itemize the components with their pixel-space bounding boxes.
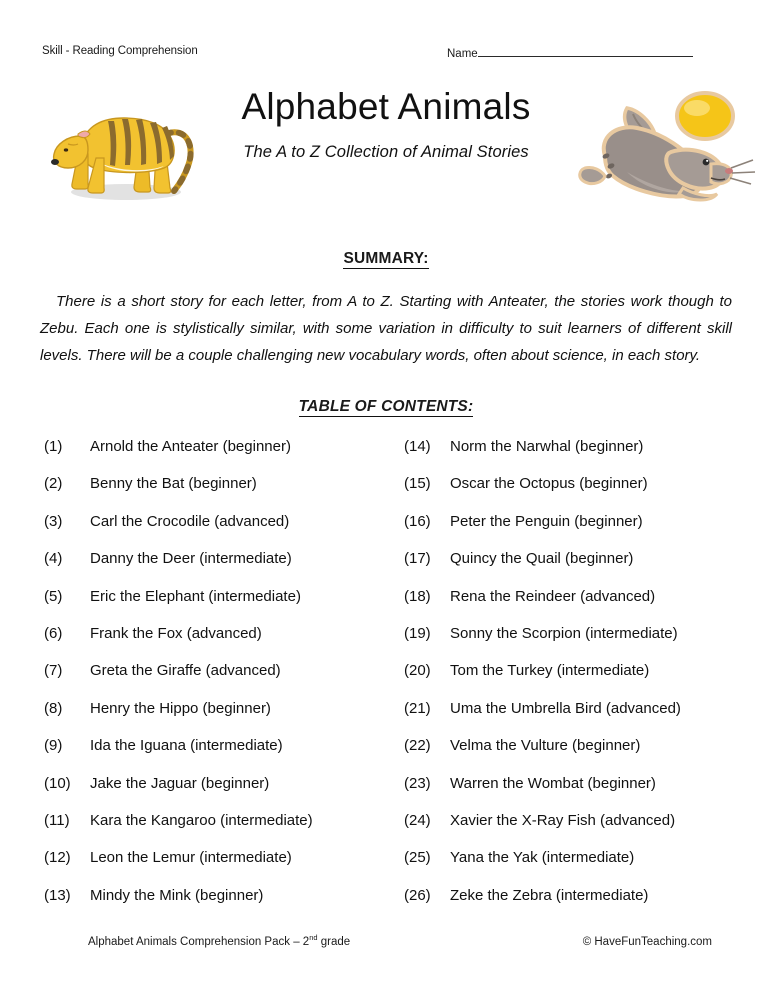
toc-entry-title: Benny the Bat (beginner) (90, 475, 257, 493)
toc-entry-number: (24) (404, 811, 431, 829)
toc-entry-title: Danny the Deer (intermediate) (90, 550, 292, 568)
toc-entry (44, 887, 394, 924)
toc-entry-number: (25) (404, 849, 431, 867)
toc-entry (44, 475, 394, 512)
toc-entry (404, 625, 754, 662)
summary-heading-text: SUMMARY: (343, 250, 429, 267)
toc-entry-title: Xavier the X-Ray Fish (advanced) (450, 811, 676, 829)
toc-entry-number: (15) (404, 475, 431, 493)
toc-entry-number: (13) (44, 886, 71, 904)
toc-entry-number: (6) (44, 624, 63, 642)
title-block (186, 86, 586, 162)
toc-entry-title: Tom the Turkey (intermediate) (450, 662, 650, 680)
footer-left-text (88, 933, 351, 948)
toc-entry-title: Jake the Jaguar (beginner) (90, 774, 270, 792)
name-label: Name (447, 48, 478, 60)
toc-entry (44, 812, 394, 849)
toc-entry-number: (5) (44, 587, 63, 605)
toc-entry (404, 588, 754, 625)
toc-entry (44, 775, 394, 812)
toc-entry (44, 550, 394, 587)
name-write-in-line[interactable] (478, 45, 693, 57)
toc-entry-title: Frank the Fox (advanced) (90, 624, 262, 642)
toc-entry-title: Uma the Umbrella Bird (advanced) (450, 699, 681, 717)
toc-entry-title: Rena the Reindeer (advanced) (450, 587, 656, 605)
seal-with-ball-illustration (575, 84, 760, 214)
summary-heading (0, 250, 772, 268)
toc-entry-title: Peter the Penguin (beginner) (450, 512, 643, 530)
toc-entry-number: (9) (44, 737, 63, 755)
toc-entry-title: Quincy the Quail (beginner) (450, 550, 634, 568)
toc-entry-number: (10) (44, 774, 71, 792)
toc-entry-title: Ida the Iguana (intermediate) (90, 737, 283, 755)
footer-grade-label: grade (317, 936, 351, 948)
toc-entry-number: (16) (404, 512, 431, 530)
toc-entry (404, 737, 754, 774)
toc-entry-title: Sonny the Scorpion (intermediate) (450, 624, 678, 642)
toc-entry (404, 513, 754, 550)
toc-entry (404, 849, 754, 886)
toc-entry-title: Henry the Hippo (beginner) (90, 699, 271, 717)
toc-columns (0, 438, 772, 918)
toc-entry (404, 887, 754, 924)
toc-entry-number: (23) (404, 774, 431, 792)
toc-entry (44, 588, 394, 625)
toc-entry-number: (19) (404, 624, 431, 642)
tiger-illustration (38, 92, 198, 204)
toc-entry-title: Greta the Giraffe (advanced) (90, 662, 281, 680)
page-subtitle: The A to Z Collection of Animal Stories (243, 142, 529, 161)
toc-entry-number: (18) (404, 587, 431, 605)
toc-entry-number: (17) (404, 550, 431, 568)
toc-entry (44, 625, 394, 662)
toc-entry-number: (1) (44, 438, 63, 455)
toc-entry (44, 513, 394, 550)
toc-entry (404, 775, 754, 812)
toc-entry-number: (20) (404, 662, 431, 680)
toc-entry (44, 849, 394, 886)
toc-entry-title: Norm the Narwhal (beginner) (450, 438, 644, 455)
toc-entry-title: Eric the Elephant (intermediate) (90, 587, 301, 605)
toc-entry (404, 662, 754, 699)
toc-entry-number: (8) (44, 699, 63, 717)
toc-entry-title: Zeke the Zebra (intermediate) (450, 886, 649, 904)
toc-entry-number: (12) (44, 849, 71, 867)
toc-entry (404, 812, 754, 849)
header-meta-row (42, 45, 730, 65)
toc-entry-number: (22) (404, 737, 431, 755)
summary-body-text: There is a short story for each letter, from A to Z. Starting with Anteater, the stories work though to Zebu. Each one is stylistically similar, with some variation in difficulty to suit learners of different skill levels. There will be a couple challenging new vocabulary words, often about science, in each story. (40, 293, 732, 364)
toc-entry-number: (14) (404, 438, 431, 455)
toc-entry-number: (4) (44, 550, 63, 568)
toc-entry-title: Oscar the Octopus (beginner) (450, 475, 648, 493)
toc-entry-number: (26) (404, 886, 431, 904)
toc-entry-number: (11) (44, 811, 70, 829)
toc-entry-number: (3) (44, 512, 63, 530)
toc-entry-title: Yana the Yak (intermediate) (450, 849, 635, 867)
toc-heading-text: TABLE OF CONTENTS: (298, 398, 474, 415)
toc-entry-title: Carl the Crocodile (advanced) (90, 512, 290, 530)
skill-label: Skill - Reading Comprehension (42, 45, 198, 57)
toc-entry (404, 438, 754, 475)
toc-entry-number: (21) (404, 699, 431, 717)
title-header (0, 86, 772, 211)
toc-heading (0, 398, 772, 416)
toc-entry (404, 475, 754, 512)
page-title: Alphabet Animals (241, 86, 531, 127)
toc-entry-title: Velma the Vulture (beginner) (450, 737, 641, 755)
toc-entry-number: (2) (44, 475, 63, 493)
toc-entry (44, 700, 394, 737)
footer-copyright: © HaveFunTeaching.com (582, 936, 712, 948)
toc-entry-title: Arnold the Anteater (beginner) (90, 438, 291, 455)
toc-column-right (404, 438, 754, 924)
footer-ordinal-suffix: nd (309, 933, 318, 943)
toc-entry (44, 662, 394, 699)
toc-entry (404, 700, 754, 737)
toc-entry-title: Mindy the Mink (beginner) (90, 886, 264, 904)
page-footer (88, 933, 730, 948)
toc-entry-title: Warren the Wombat (beginner) (450, 774, 656, 792)
toc-column-left (44, 438, 394, 924)
name-field-group (447, 45, 693, 60)
toc-entry-title: Kara the Kangaroo (intermediate) (90, 811, 313, 829)
toc-entry-number: (7) (44, 662, 63, 680)
toc-entry (44, 737, 394, 774)
footer-pack-label: Alphabet Animals Comprehension Pack – 2 (88, 936, 310, 948)
toc-entry (404, 550, 754, 587)
toc-entry-title: Leon the Lemur (intermediate) (90, 849, 292, 867)
toc-entry (44, 438, 394, 475)
